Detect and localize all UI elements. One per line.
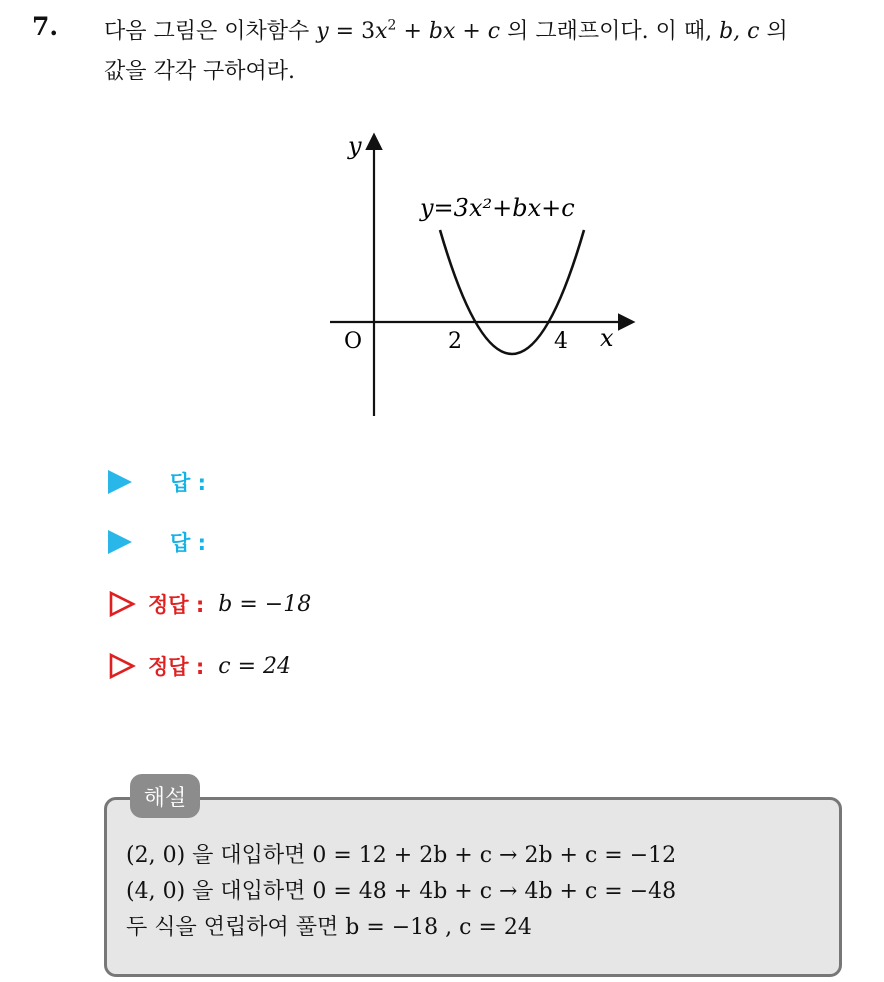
correct-answer-label: 정답 : (148, 655, 205, 679)
parabola-graph (326, 126, 646, 426)
solution-line-3: 두 식을 연립하여 풀면 b = −18 , c = 24 (126, 915, 532, 940)
filled-triangle-icon (108, 530, 132, 554)
hollow-triangle-icon (108, 652, 136, 680)
question-text-line1: 다음 그림은 이차함수 $y = 3x^2$ + bx + c 의 그래프이다. 이 때, b, c 의 (104, 17, 788, 44)
answer-label: 답 : (170, 471, 206, 495)
curve-label: y=3x²+bx+c (420, 194, 575, 222)
solution-tag: 해설 (130, 774, 200, 818)
solution-line-2: (4, 0) 을 대입하면 0 = 48 + 4b + c → 4b + c = −48 (126, 879, 677, 904)
solution-line-1: (2, 0) 을 대입하면 0 = 12 + 2b + c → 2b + c = −12 (126, 843, 677, 868)
origin-label: O (344, 329, 363, 354)
correct-answer-value: b = −18 (218, 591, 312, 617)
y-axis-label: y (348, 132, 362, 160)
root-label-2: 2 (448, 329, 462, 354)
answer-label: 답 : (170, 531, 206, 555)
correct-answer-value: c = 24 (218, 653, 292, 679)
correct-answer-label: 정답 : (148, 593, 205, 617)
answer-row-2 (108, 526, 220, 558)
correct-answer-row-2 (108, 650, 291, 682)
filled-triangle-icon (108, 470, 132, 494)
x-axis-label: x (600, 324, 614, 352)
question-text-line2: 값을 각각 구하여라. (104, 59, 295, 84)
answer-row-1 (108, 466, 220, 498)
hollow-triangle-icon (108, 590, 136, 618)
root-label-4: 4 (554, 329, 568, 354)
correct-answer-row-1 (108, 588, 311, 620)
question-number: 7. (32, 12, 59, 41)
